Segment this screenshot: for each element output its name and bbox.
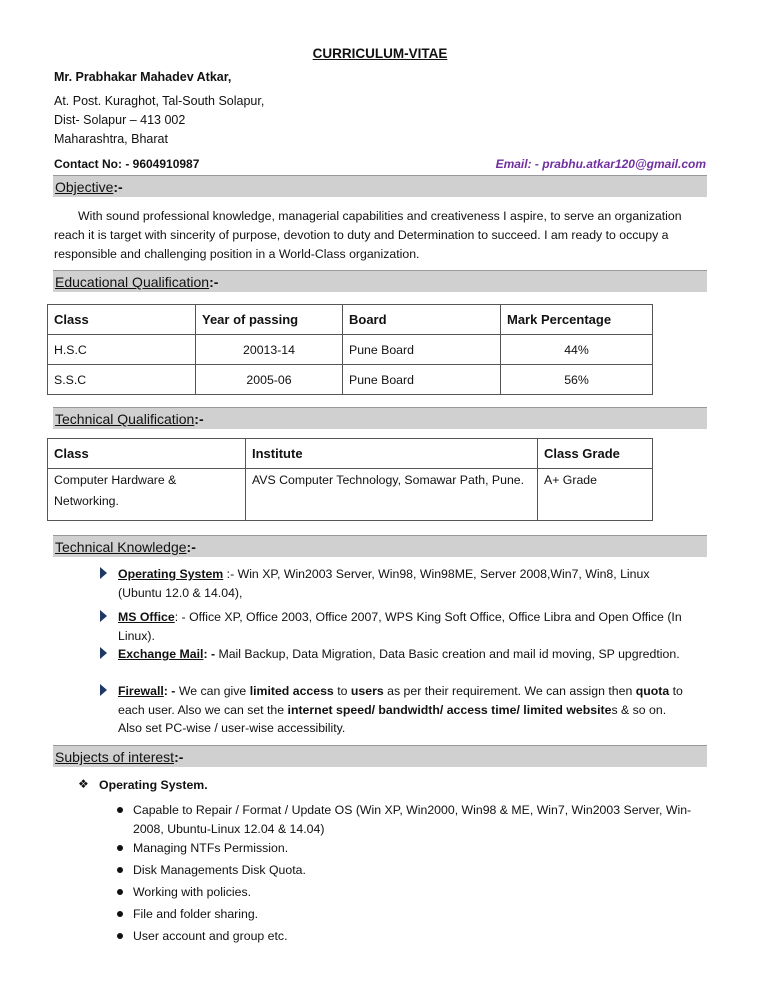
- section-header-objective: [53, 175, 707, 197]
- item-label: MS Office: [118, 610, 175, 624]
- item-text: to: [333, 684, 351, 698]
- list-item: [118, 682, 688, 738]
- table-header-row: [48, 305, 653, 335]
- bullet-icon: [117, 807, 123, 813]
- item-label: Firewall: [118, 684, 164, 698]
- table-row: [48, 335, 653, 365]
- item-text: to each user. Also we can set the: [118, 684, 683, 717]
- item-text: Mail Backup, Data Migration, Data Basic creation and mail id moving, SP upgredtion.: [218, 647, 680, 661]
- item-text: We can give: [178, 684, 250, 698]
- email-address: Email: - prabhu.atkar120@gmail.com: [495, 157, 706, 171]
- table-cell: AVS Computer Technology, Somawar Path, Pune.: [246, 469, 538, 521]
- table-cell: Pune Board: [343, 335, 501, 365]
- objective-text: With sound professional knowledge, managerial capabilities and creativeness I aspire, to serve an organization reach it is target with sincerity of purpose, devotion to duty and Determination to succeed. I am ready to occupy a responsible and challenging position in a World-Class organization.: [54, 209, 682, 261]
- item-text: s & so on. Also set PC-wise / user-wise accessibility.: [118, 702, 667, 735]
- item-text-bold: quota: [635, 684, 670, 698]
- item-separator: : -: [163, 684, 179, 698]
- table-cell: 20013-14: [196, 335, 343, 365]
- education-table: [47, 304, 653, 395]
- list-item: [118, 608, 688, 645]
- item-label: Operating System: [118, 567, 224, 581]
- candidate-name: Mr. Prabhakar Mahadev Atkar,: [54, 70, 232, 84]
- column-header: Class: [48, 439, 246, 469]
- column-header: Institute: [246, 439, 538, 469]
- item-text: :- Win XP, Win2003 Server, Win98, Win98ME, Server 2008,Win7, Win8, Linux (Ubuntu 12.0 & 14.04),: [118, 567, 650, 600]
- table-cell: A+ Grade: [538, 469, 653, 521]
- list-item: Managing NTFs Permission.: [133, 841, 289, 855]
- section-header-technical-qualification: [53, 407, 707, 429]
- list-item: [118, 645, 688, 664]
- bullet-icon: [117, 845, 123, 851]
- education-heading: Educational Qualification: [55, 274, 210, 290]
- arrow-bullet-icon: [100, 684, 112, 699]
- column-header: Class: [48, 305, 196, 335]
- bullet-icon: [117, 933, 123, 939]
- arrow-bullet-icon: [100, 610, 112, 625]
- column-header: Board: [343, 305, 501, 335]
- bullet-icon: [117, 867, 123, 873]
- table-cell: 2005-06: [196, 365, 343, 395]
- address-line-2: Dist- Solapur – 413 002: [54, 113, 186, 127]
- table-row: [48, 365, 653, 395]
- bullet-icon: [117, 889, 123, 895]
- item-separator: : -: [203, 647, 219, 661]
- item-text-bold: limited access: [249, 684, 334, 698]
- contact-number: Contact No: - 9604910987: [54, 157, 200, 171]
- list-item: [118, 565, 688, 602]
- diamond-bullet-icon: ❖: [78, 777, 89, 791]
- document-title: CURRICULUM-VITAE: [312, 46, 448, 61]
- list-item: File and folder sharing.: [133, 907, 259, 921]
- column-header: Year of passing: [196, 305, 343, 335]
- arrow-bullet-icon: [100, 647, 112, 662]
- arrow-bullet-icon: [100, 567, 112, 582]
- technical-knowledge-suffix: :-: [186, 539, 196, 555]
- education-suffix: :-: [209, 274, 219, 290]
- list-item: Working with policies.: [133, 885, 252, 899]
- section-header-subjects: [53, 745, 707, 767]
- item-text: : - Office XP, Office 2003, Office 2007, WPS King Soft Office, Office Libra and Open Office (In Linux).: [118, 610, 682, 643]
- section-header-technical-knowledge: [53, 535, 707, 557]
- technical-qualification-table: [47, 438, 653, 521]
- table-cell: S.S.C: [48, 365, 196, 395]
- section-header-education: [53, 270, 707, 292]
- subjects-suffix: :-: [174, 749, 184, 765]
- table-cell: 44%: [501, 335, 653, 365]
- technical-knowledge-heading: Technical Knowledge: [55, 539, 187, 555]
- bullet-icon: [117, 911, 123, 917]
- column-header: Class Grade: [538, 439, 653, 469]
- objective-suffix: :-: [113, 179, 123, 195]
- subject-group: Operating System.: [99, 778, 208, 792]
- item-text: as per their requirement. We can assign then: [383, 684, 636, 698]
- technical-qualification-suffix: :-: [194, 411, 204, 427]
- column-header: Mark Percentage: [501, 305, 653, 335]
- address-line-3: Maharashtra, Bharat: [54, 132, 168, 146]
- subjects-heading: Subjects of interest: [55, 749, 175, 765]
- table-cell: H.S.C: [48, 335, 196, 365]
- table-cell: Computer Hardware & Networking.: [48, 469, 246, 521]
- table-header-row: [48, 439, 653, 469]
- list-item: Capable to Repair / Format / Update OS (Win XP, Win2000, Win98 & ME, Win7, Win2003 Server, Win-2008, Ubuntu-Linux 12.04 & 14.04): [133, 803, 692, 836]
- objective-heading: Objective: [55, 179, 114, 195]
- table-cell: 56%: [501, 365, 653, 395]
- item-label: Exchange Mail: [118, 647, 204, 661]
- item-text-bold: internet speed/ bandwidth/ access time/ limited website: [287, 702, 612, 717]
- table-cell: Pune Board: [343, 365, 501, 395]
- address-line-1: At. Post. Kuraghot, Tal-South Solapur,: [54, 94, 265, 108]
- technical-qualification-heading: Technical Qualification: [55, 411, 195, 427]
- table-row: [48, 469, 653, 521]
- item-text-bold: users: [350, 684, 384, 698]
- list-item: Disk Managements Disk Quota.: [133, 863, 306, 877]
- list-item: User account and group etc.: [133, 929, 288, 943]
